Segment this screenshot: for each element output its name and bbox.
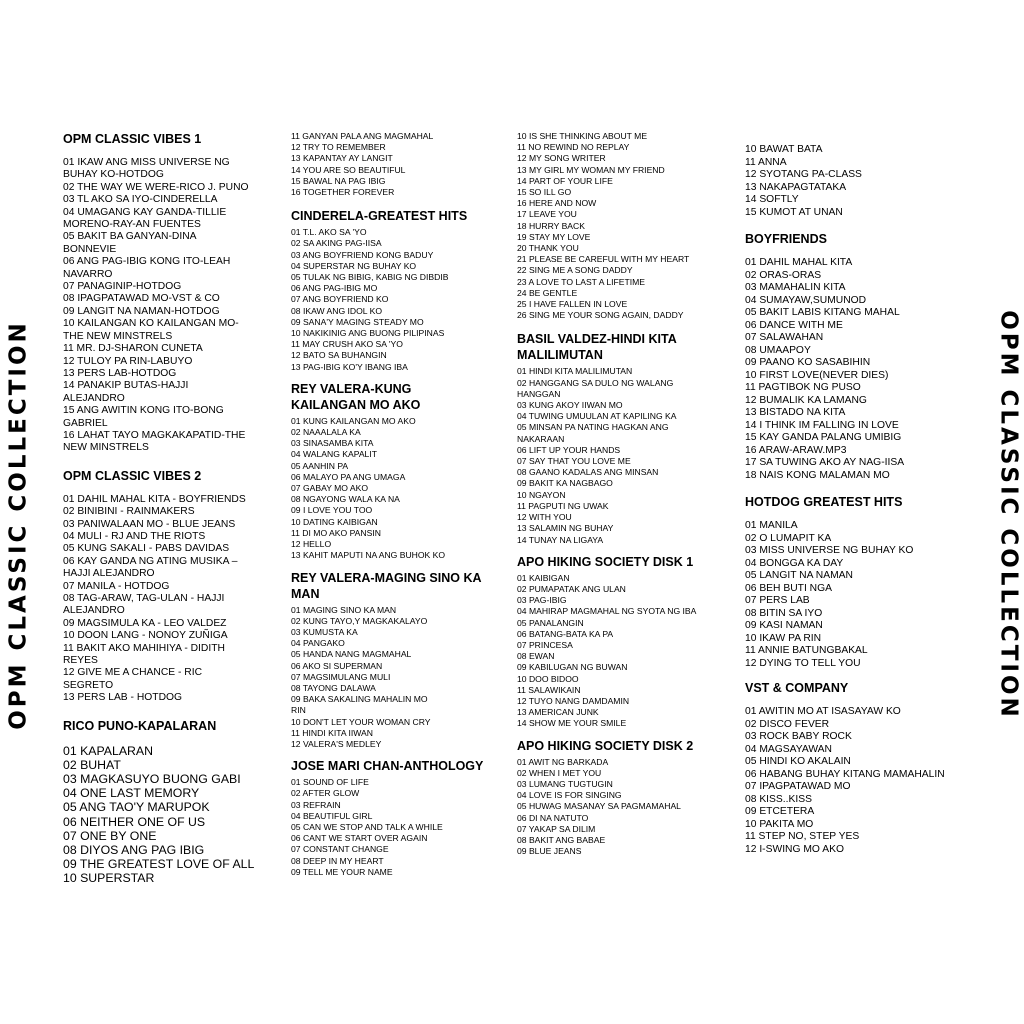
track-item: 05 BAKIT LABIS KITANG MAHAL — [745, 307, 900, 318]
track-item: 01 KUNG KAILANGAN MO AKO — [291, 415, 416, 426]
album-section — [517, 131, 732, 321]
track-item: 06 ANG PAG-IBIG MO — [291, 283, 378, 294]
album-section — [63, 718, 278, 886]
track-item: 03 SINASAMBA KITA — [291, 438, 374, 449]
track-item: 02 DISCO FEVER — [745, 718, 830, 730]
track-item: 06 BATANG-BATA KA PA — [517, 628, 614, 639]
track-item: 13 BISTADO NA KITA — [745, 407, 846, 418]
track-item: 03 PANIWALAAN MO - BLUE JEANS — [63, 518, 236, 530]
track-item: 07 MAGSIMULANG MULI — [291, 671, 391, 682]
track-item: 11 DI MO AKO PANSIN — [291, 527, 381, 538]
track-item: 05 LANGIT NA NAMAN — [745, 570, 853, 581]
track-item: 09 BAKA SAKALING MAHALIN MO RIN — [291, 694, 428, 716]
track-item: 09 I LOVE YOU TOO — [291, 505, 373, 516]
track-item: 10 DON'T LET YOUR WOMAN CRY — [291, 716, 431, 727]
track-item: 09 PAANO KO SASABIHIN — [745, 357, 871, 368]
album-title: BOYFRIENDS — [745, 232, 827, 246]
track-item: 08 KISS..KISS — [745, 793, 812, 805]
track-item: 16 ARAW-ARAW.MP3 — [745, 444, 847, 456]
album-title: OPM CLASSIC VIBES 1 — [63, 132, 202, 146]
track-item: 08 IPAGPATAWAD MO-VST & CO — [63, 293, 220, 305]
track-item: 03 MAMAHALIN KITA — [745, 282, 846, 293]
album-title: APO HIKING SOCIETY DISK 2 — [517, 738, 694, 753]
track-item: 07 SALAWAHAN — [745, 332, 824, 343]
track-item: 10 NGAYON — [517, 489, 566, 500]
track-item: 05 TULAK NG BIBIG, KABIG NG DIBDIB — [291, 272, 449, 283]
track-item: 06 ANG PAG-IBIG KONG ITO-LEAH NAVARRO — [63, 256, 231, 280]
album-section — [291, 381, 506, 562]
track-item: 13 PERS LAB-HOTDOG — [63, 367, 177, 379]
track-item: 02 KUNG TAYO,Y MAGKAKALAYO — [291, 615, 428, 626]
track-item: 08 UMAAPOY — [745, 344, 811, 356]
track-item: 05 AANHIN PA — [291, 460, 349, 471]
track-item: 04 SUPERSTAR NG BUHAY KO — [291, 260, 417, 271]
track-item: 08 GAANO KADALAS ANG MINSAN — [517, 467, 659, 478]
track-item: 10 IS SHE THINKING ABOUT ME — [517, 131, 648, 141]
track-item: 04 BONGGA KA DAY — [745, 557, 844, 569]
track-item: 04 LOVE IS FOR SINGING — [517, 790, 622, 801]
track-item: 19 STAY MY LOVE — [517, 231, 591, 242]
track-item: 13 KAPANTAY AY LANGIT — [291, 153, 393, 164]
track-item: 15 BAWAL NA PAG IBIG — [291, 175, 386, 186]
album-title: BASIL VALDEZ-HINDI KITA MALILIMUTAN — [517, 332, 677, 363]
track-item: 10 NAKIKINIG ANG BUONG PILIPINAS — [291, 328, 445, 339]
track-item: 06 DANCE WITH ME — [745, 319, 843, 331]
column-1 — [63, 131, 278, 886]
track-item: 21 PLEASE BE CAREFUL WITH MY HEART — [517, 254, 690, 265]
track-item: 14 SHOW ME YOUR SMILE — [517, 718, 627, 729]
track-item: 03 PAG-IBIG — [517, 595, 567, 606]
track-item: 11 PAGPUTI NG UWAK — [517, 500, 609, 511]
track-item: 04 SUMAYAW,SUMUNOD — [745, 294, 867, 306]
track-item: 02 SA AKING PAG-IISA — [291, 238, 382, 249]
track-item: 04 WALANG KAPALIT — [291, 449, 377, 460]
track-item: 07 ONE BY ONE — [63, 828, 157, 843]
track-item: 03 LUMANG TUGTUGIN — [517, 778, 613, 789]
track-item: 10 KAILANGAN KO KAILANGAN MO- THE NEW MINSTRELS — [63, 318, 239, 342]
track-item: 11 GANYAN PALA ANG MAGMAHAL — [291, 131, 434, 141]
track-item: 05 KUNG SAKALI - PABS DAVIDAS — [63, 543, 230, 555]
track-item: 13 PAG-IBIG KO'Y IBANG IBA — [291, 361, 408, 372]
track-item: 08 TAG-ARAW, TAG-ULAN - HAJJI ALEJANDRO — [63, 593, 225, 617]
track-item: 05 CAN WE STOP AND TALK A WHILE — [291, 821, 443, 832]
track-item: 09 LANGIT NA NAMAN-HOTDOG — [63, 305, 220, 317]
track-item: 01 IKAW ANG MISS UNIVERSE NG BUHAY KO-HOTDOG — [63, 157, 230, 181]
track-item: 05 HINDI KO AKALAIN — [745, 756, 851, 767]
track-item: 06 NEITHER ONE OF US — [63, 814, 206, 829]
album-title: REY VALERA-KUNG KAILANGAN MO AKO — [291, 381, 421, 412]
album-section — [517, 554, 732, 730]
track-item: 01 MAGING SINO KA MAN — [291, 604, 397, 615]
track-item: 03 MAGKASUYO BUONG GABI — [63, 772, 241, 787]
track-item: 14 YOU ARE SO BEAUTIFUL — [291, 164, 406, 175]
track-item: 14 TUNAY NA LIGAYA — [517, 534, 604, 545]
track-item: 08 BAKIT ANG BABAE — [517, 834, 606, 845]
track-item: 07 MANILA - HOTDOG — [63, 580, 170, 592]
track-item: 03 TL AKO SA IYO-CINDERELLA — [63, 194, 218, 206]
track-item: 14 SOFTLY — [745, 194, 799, 205]
album-title: APO HIKING SOCIETY DISK 1 — [517, 554, 694, 569]
track-item: 05 PANALANGIN — [517, 617, 584, 628]
track-item: 11 ANNA — [745, 156, 787, 168]
track-item: 07 ANG BOYFRIEND KO — [291, 294, 389, 305]
track-item: 11 HINDI KITA IIWAN — [291, 727, 373, 738]
track-item: 07 PANAGINIP-HOTDOG — [63, 281, 182, 293]
track-item: 17 LEAVE YOU — [517, 209, 577, 220]
track-item: 13 MY GIRL MY WOMAN MY FRIEND — [517, 164, 665, 175]
track-item: 08 DEEP IN MY HEART — [291, 855, 384, 866]
album-title: VST & COMPANY — [745, 681, 849, 695]
track-item: 13 SALAMIN NG BUHAY — [517, 523, 614, 534]
track-item: 14 I THINK IM FALLING IN LOVE — [745, 419, 899, 431]
track-item: 02 THE WAY WE WERE-RICO J. PUNO — [63, 181, 249, 193]
track-item: 03 REFRAIN — [291, 799, 341, 810]
album-section — [291, 208, 506, 373]
track-item: 03 ANG BOYFRIEND KONG BADUY — [291, 249, 434, 260]
track-item: 14 PANAKIP BUTAS-HAJJI ALEJANDRO — [63, 380, 189, 404]
track-item: 11 ANNIE BATUNGBAKAL — [745, 645, 868, 656]
track-item: 12 TRY TO REMEMBER — [291, 142, 386, 153]
track-item: 05 HANDA NANG MAGMAHAL — [291, 649, 412, 660]
track-item: 09 BAKIT KA NAGBAGO — [517, 478, 613, 489]
track-item: 02 O LUMAPIT KA — [745, 532, 832, 544]
track-item: 10 IKAW PA RIN — [745, 632, 822, 644]
side-title-left: OPM CLASSIC COLLECTION — [5, 320, 32, 730]
track-item: 10 BAWAT BATA — [745, 144, 823, 155]
track-item: 24 BE GENTLE — [517, 287, 578, 298]
track-item: 03 KUNG AKOY IIWAN MO — [517, 400, 623, 411]
track-item: 11 STEP NO, STEP YES — [745, 831, 860, 842]
track-item: 18 HURRY BACK — [517, 220, 585, 231]
track-item: 15 ANG AWITIN KONG ITO-BONG GABRIEL — [63, 405, 224, 429]
track-item: 09 SANA'Y MAGING STEADY MO — [291, 316, 424, 327]
track-item: 16 LAHAT TAYO MAGKAKAPATID-THE NEW MINSTRELS — [63, 429, 246, 454]
album-title: RICO PUNO-KAPALARAN — [63, 718, 217, 733]
track-item: 05 BAKIT BA GANYAN-DINA BONNEVIE — [63, 231, 197, 255]
album-title: JOSE MARI CHAN-ANTHOLOGY — [291, 759, 484, 774]
side-title-right: OPM CLASSIC COLLECTION — [995, 310, 1022, 720]
track-item: 04 TUWING UMUULAN AT KAPILING KA — [517, 411, 677, 422]
track-item: 12 MY SONG WRITER — [517, 153, 606, 164]
track-item: 01 HINDI KITA MALILIMUTAN — [517, 366, 633, 377]
track-item: 23 A LOVE TO LAST A LIFETIME — [517, 276, 646, 287]
track-item: 01 T.L. AKO SA 'YO — [291, 227, 367, 238]
track-item: 05 ANG TAO'Y MARUPOK — [63, 800, 210, 815]
track-item: 01 AWITIN MO AT ISASAYAW KO — [745, 706, 901, 717]
track-item: 10 DATING KAIBIGAN — [291, 516, 378, 527]
track-item: 12 DYING TO TELL YOU — [745, 657, 861, 669]
track-item: 06 KAY GANDA NG ATING MUSIKA – HAJJI ALEJANDRO — [63, 555, 238, 580]
track-item: 12 TULOY PA RIN-LABUYO — [63, 355, 193, 367]
track-item: 02 AFTER GLOW — [291, 788, 360, 799]
album-section — [745, 231, 975, 482]
track-item: 10 PAKITA MO — [745, 818, 814, 830]
album-section — [63, 131, 278, 455]
album-section — [63, 468, 278, 705]
track-item: 09 BLUE JEANS — [517, 846, 582, 857]
track-item: 06 BEH BUTI NGA — [745, 582, 832, 594]
track-item: 04 MAGSAYAWAN — [745, 743, 832, 755]
album-section — [291, 758, 506, 878]
track-item: 06 HABANG BUHAY KITANG MAMAHALIN — [745, 768, 945, 780]
track-item: 08 BITIN SA IYO — [745, 607, 823, 619]
track-item: 02 BINIBINI - RAINMAKERS — [63, 506, 195, 518]
album-section — [291, 131, 506, 198]
album-section — [745, 680, 975, 856]
track-item: 10 DOON LANG - NONOY ZUÑIGA — [63, 630, 228, 642]
track-item: 11 NO REWIND NO REPLAY — [517, 142, 630, 153]
album-section — [291, 570, 506, 751]
track-item: 04 ONE LAST MEMORY — [63, 786, 200, 801]
track-item: 05 MINSAN PA NATING HAGKAN ANG NAKARAAN — [517, 422, 669, 444]
track-item: 07 PERS LAB — [745, 595, 810, 606]
track-item: 03 KUMUSTA KA — [291, 626, 358, 637]
track-item: 20 THANK YOU — [517, 243, 579, 254]
column-3 — [517, 131, 732, 857]
track-item: 02 HANGGANG SA DULO NG WALANG HANGGAN — [517, 377, 674, 399]
track-item: 12 HELLO — [291, 539, 332, 550]
album-title: REY VALERA-MAGING SINO KA MAN — [291, 570, 482, 601]
album-section — [745, 144, 975, 219]
track-item: 09 KABILUGAN NG BUWAN — [517, 662, 628, 673]
track-item: 18 NAIS KONG MALAMAN MO — [745, 469, 890, 481]
track-item: 25 I HAVE FALLEN IN LOVE — [517, 299, 628, 310]
track-item: 13 KAHIT MAPUTI NA ANG BUHOK KO — [291, 550, 446, 561]
track-item: 06 AKO SI SUPERMAN — [291, 660, 383, 671]
track-item: 10 FIRST LOVE(NEVER DIES) — [745, 369, 889, 381]
track-item: 03 ROCK BABY ROCK — [745, 731, 852, 742]
track-item: 12 VALERA'S MEDLEY — [291, 738, 382, 749]
album-section — [517, 331, 732, 545]
track-item: 09 KASI NAMAN — [745, 620, 823, 631]
track-item: 04 MULI - RJ AND THE RIOTS — [63, 530, 206, 542]
track-item: 07 CONSTANT CHANGE — [291, 844, 389, 855]
column-2 — [291, 131, 506, 878]
track-item: 09 TELL ME YOUR NAME — [291, 866, 393, 877]
track-item: 02 BUHAT — [63, 757, 121, 772]
track-item: 12 BUMALIK KA LAMANG — [745, 394, 867, 406]
column-4 — [745, 144, 975, 856]
album-section — [517, 738, 732, 858]
track-item: 16 HERE AND NOW — [517, 198, 597, 209]
track-item: 15 KUMOT AT UNAN — [745, 206, 843, 218]
track-item: 08 TAYONG DALAWA — [291, 682, 376, 693]
track-item: 07 SAY THAT YOU LOVE ME — [517, 456, 631, 467]
track-item: 15 KAY GANDA PALANG UMIBIG — [745, 432, 902, 443]
track-item: 07 PRINCESA — [517, 639, 573, 650]
track-item: 26 SING ME YOUR SONG AGAIN, DADDY — [517, 310, 684, 321]
track-item: 06 DI NA NATUTO — [517, 812, 589, 823]
track-item: 11 SALAWIKAIN — [517, 684, 581, 695]
track-item: 12 TUYO NANG DAMDAMIN — [517, 695, 630, 706]
track-item: 02 PUMAPATAK ANG ULAN — [517, 583, 626, 594]
track-item: 06 MALAYO PA ANG UMAGA — [291, 471, 406, 482]
track-item: 12 I-SWING MO AKO — [745, 843, 844, 855]
track-item: 10 DOO BIDOO — [517, 673, 579, 684]
track-item: 01 SOUND OF LIFE — [291, 777, 369, 788]
track-item: 12 SYOTANG PA-CLASS — [745, 169, 862, 180]
track-item: 12 GIVE ME A CHANCE - RIC SEGRETO — [63, 667, 203, 691]
track-item: 16 TOGETHER FOREVER — [291, 187, 395, 198]
track-item: 02 WHEN I MET YOU — [517, 767, 602, 778]
track-item: 09 MAGSIMULA KA - LEO VALDEZ — [63, 617, 227, 629]
track-item: 11 MR. DJ-SHARON CUNETA — [63, 343, 203, 355]
album-title: HOTDOG GREATEST HITS — [745, 495, 903, 509]
track-item: 17 SA TUWING AKO AY NAG-IISA — [745, 457, 905, 468]
track-item: 10 SUPERSTAR — [63, 871, 155, 886]
track-item: 04 UMAGANG KAY GANDA-TILLIE MORENO-RAY-AN FUENTES — [63, 206, 227, 231]
track-item: 01 DAHIL MAHAL KITA — [745, 257, 853, 268]
track-item: 07 GABAY MO AKO — [291, 483, 369, 494]
track-item: 06 LIFT UP YOUR HANDS — [517, 444, 621, 455]
track-item: 13 PERS LAB - HOTDOG — [63, 692, 183, 704]
track-item: 07 YAKAP SA DILIM — [517, 823, 596, 834]
track-item: 11 PAGTIBOK NG PUSO — [745, 382, 861, 393]
track-item: 01 DAHIL MAHAL KITA - BOYFRIENDS — [63, 493, 246, 505]
track-item: 04 PANGAKO — [291, 638, 345, 649]
track-item: 06 CANT WE START OVER AGAIN — [291, 833, 428, 844]
track-item: 04 BEAUTIFUL GIRL — [291, 810, 373, 821]
track-item: 13 NAKAPAGTATAKA — [745, 181, 847, 193]
track-item: 01 KAIBIGAN — [517, 572, 570, 583]
track-item: 22 SING ME A SONG DADDY — [517, 265, 633, 276]
album-section — [745, 494, 975, 670]
track-item: 13 AMERICAN JUNK — [517, 707, 599, 718]
album-title: CINDERELA-GREATEST HITS — [291, 209, 468, 224]
track-item: 08 DIYOS ANG PAG IBIG — [63, 843, 205, 858]
track-item: 12 WITH YOU — [517, 512, 572, 523]
track-item: 09 ETCETERA — [745, 806, 815, 817]
track-item: 14 PART OF YOUR LIFE — [517, 175, 613, 186]
track-item: 12 BATO SA BUHANGIN — [291, 350, 387, 361]
track-item: 03 MISS UNIVERSE NG BUHAY KO — [745, 545, 914, 556]
track-item: 02 ORAS-ORAS — [745, 269, 822, 281]
track-item: 04 MAHIRAP MAGMAHAL NG SYOTA NG IBA — [517, 606, 697, 617]
track-item: 08 EWAN — [517, 651, 555, 662]
track-item: 07 IPAGPATAWAD MO — [745, 781, 851, 792]
track-item: 08 NGAYONG WALA KA NA — [291, 494, 400, 505]
track-item: 01 AWIT NG BARKADA — [517, 756, 609, 767]
track-item: 11 MAY CRUSH AKO SA 'YO — [291, 339, 403, 350]
album-title: OPM CLASSIC VIBES 2 — [63, 468, 202, 483]
track-item: 08 IKAW ANG IDOL KO — [291, 305, 383, 316]
track-item: 01 KAPALARAN — [63, 743, 153, 758]
track-item: 09 THE GREATEST LOVE OF ALL — [63, 857, 255, 872]
track-item: 02 NAAALALA KA — [291, 427, 361, 438]
track-item: 01 MANILA — [745, 520, 798, 531]
track-item: 11 BAKIT AKO MAHIHIYA - DIDITH REYES — [63, 642, 225, 667]
track-item: 05 HUWAG MASANAY SA PAGMAMAHAL — [517, 801, 681, 812]
track-item: 15 SO ILL GO — [517, 187, 572, 198]
